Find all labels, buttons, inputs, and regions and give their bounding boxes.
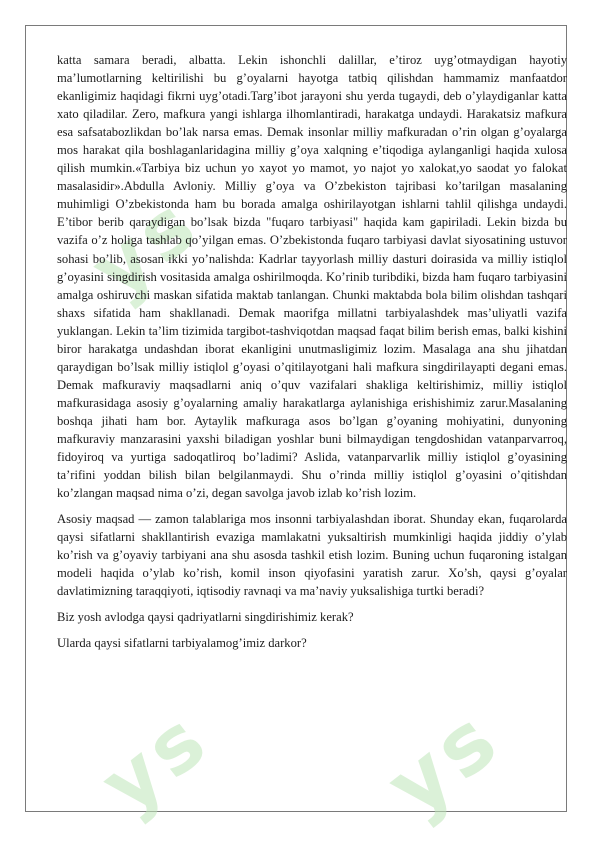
watermark-logo-top: ys [75, 177, 217, 316]
watermark-logo-bottom-left: ys [85, 692, 227, 831]
watermark-logo-bottom-right: ys [370, 689, 519, 835]
paragraph-main: katta samara beradi, albatta. Lekin ishonchli dalillar, e’tiroz uyg’otmaydigan hayotiy ma’lumotlarning keltirilishi bu g’oyalarni hayotga tatbiq qilishdan hammamiz manfaatdor ekanligimiz haqidagi fikrni uyg’otadi.Targ’ibot jarayoni shu yerda tugaydi, deb o’ylaydiganlar katta xato qiladilar. Zero, mafkura yangi ishlarga ilhomlantiradi, harakatga undaydi. Harakatsiz mafkura esa safsatabozlikdan bo’lak narsa emas. Demak insonlar milliy mafkuradan o’rin olgan g’oyalarga mos harakat qila boshlaganlaridagina milliy g’oya xalqning e’tiqodiga aylanganligi haqida xulosa qilish mumkin.«Tarbiya biz uchun yo xayot yo mamot, yo najot yo xalokat,yo saodat yo falokat masalasidir».Abdulla Avloniy. Milliy g’oya va O’zbekiston tajribasi ko’tarilgan masalaning muhimligi O’zbekistonda ham bu borada amalga oshirilayotgan ishlarni tahlil qilishga undaydi. E’tibor berib qaraydigan bo’lsak bizda "fuqaro tarbiyasi" haqida kam gapiriladi. Lekin bizda bu vazifa o’z holiga tashlab qo’yilgan emas. O’zbekistonda fuqaro tarbiyasi davlat siyosatining ustuvor sohasi bo’lib, asosan ikki yo’nalishda: Kadrlar tayyorlash milliy dasturi doirasida va milliy istiqlol g’oyasini singdirish vositasida amalga oshirilmoqda. Ko’rinib turibdiki, bizda ham fuqaro tarbiyasini amalga oshiruvchi maskan sifatida maktab tanlangan. Chunki maktabda bola bilim olishdan tashqari shaxs sifatida ham shakllanadi. Demak maorifga millatni tarbiyalashdek mas’uliyatli vazifa yuklangan. Lekin ta’lim tizimida targibot-tashviqotdan maqsad faqat bilim berish emas, balki kishini biror harakatga undashdan iborat ekanligini unutmasligimiz lozim. Masalaga ana shu jihatdan qaraydigan bo’lsak milliy istiqlol g’oyasi o’qitilayotgani hali mafkura singdirilayapti degani emas. Demak mafkuraviy maqsadlarni aniq o’quv vazifalari shakliga keltirishimiz, milliy istiqlol mafkurasidaga asosiy g’oyalarning amaliy harakatlarga aylanishiga erishishimiz zarur.Masalaning boshqa jihati ham bor. Aytaylik mafkuraga asos bo’lgan g’oyaning mohiyatini, dunyoning mafkuraviy manzarasini yaxshi biladigan yoshlar buni bilmaydigan tengdoshidan vatanparvarroq, fidoyiroq va yurtiga sadoqatliroq bo’ladimi? Aslida, vatanparvarlik milliy istiqlol g’oyasining ta’rifini yoddan bilish bilan belgilanmaydi. Shu o’rinda milliy istiqlol g’oyasini o’qitishdan ko’zlangan maqsad nima o’zi, degan savolga javob izlab ko’rish lozim. [57, 53, 567, 501]
paragraph-question-qualities: Ularda qaysi sifatlarni tarbiyalamog’imiz darkor? [57, 636, 307, 651]
document-body [57, 51, 567, 653]
paragraph-goal: Asosiy maqsad — zamon talablariga mos insonni tarbiyalashdan iborat. Shunday ekan, fuqarolarda qaysi sifatlarni shakllantirish evaziga mamlakatni yuksaltirish mumkinligi haqida jiddiy o’ylab ko’rish va g’oyaviy tarbiyani ana shu asosda tashkil etish lozim. Buning uchun fuqaroning istalgan modeli haqida o’ylab ko’rish, komil inson qiyofasini yaratish zarur. Xo’sh, qaysi g’oyalar davlatimizning taraqqiyoti, iqtisodiy ravnaqi va ma’naviy yuksalishiga turtki beradi? [57, 512, 567, 599]
paragraph-question-values: Biz yosh avlodga qaysi qadriyatlarni singdirishimiz kerak? [57, 610, 354, 625]
